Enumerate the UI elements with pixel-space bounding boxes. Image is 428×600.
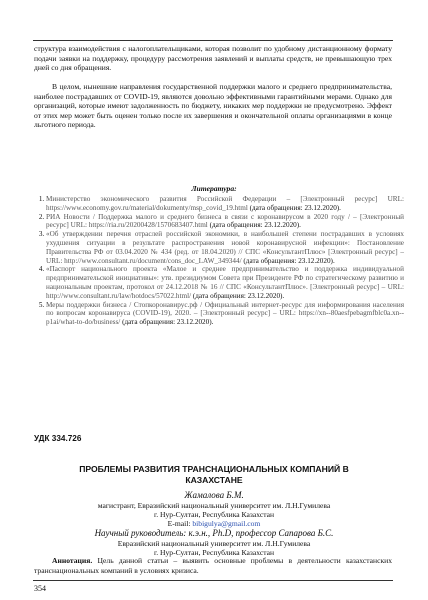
abstract-text: Цель данной статьи – выявить основные проблемы в деятельности казахстанских транснациональных компаний в условиях кризиса. [34, 556, 392, 575]
references-list [34, 195, 404, 327]
reference-item [46, 213, 404, 231]
reference-date: (дата обращения: 23.12.2020). [191, 291, 285, 300]
author-position: магистрант, Евразийский национальный университет им. Л.Н.Гумилева [97, 501, 331, 510]
article-title [0, 464, 428, 486]
email-label: E-mail: [167, 519, 193, 528]
body-paragraph: В целом, нынешние направления государственной поддержки малого и среднего предпринимательства, наиболее пострадавших от COVID-19, являются довольно эффективными гарантийными мерами. Однако для организаций, которые имеют задолженность по бюджету, никаких мер поддержки не предусмотрено. Эффект от этих мер может быть оценен только после их завершения и окончательной оплаты организациями в конце льготного периода. [34, 82, 392, 129]
references-title: Литература: [191, 184, 237, 193]
top-divider [33, 40, 393, 41]
article-title-line: КАЗАХСТАНЕ [185, 475, 243, 485]
article-title-line: ПРОБЛЕМЫ РАЗВИТИЯ ТРАНСНАЦИОНАЛЬНЫХ КОМПАНИЙ В [79, 464, 349, 474]
abstract-label: Аннотация. [52, 556, 93, 565]
supervisor-city: г. Нур-Султан, Республика Казахстан [153, 548, 275, 557]
supervisor-affiliation: Евразийский национальный университет им. Л.Н.Гумилева [117, 539, 311, 548]
author-name: Жамалова Б.М. [184, 490, 244, 500]
reference-item [46, 265, 404, 300]
udk-code: УДК 334.726 [34, 434, 82, 443]
reference-text: Меры поддержки бизнеса / Стопкоронавирус.рф / Официальный интернет-ресурс для информирования населения по вопросам коронавируса (COVID-19), 2020. – [Электронный ресурс] – URL: https://xn--80aesfpebagmfblc0a.xn--p1ai/what-to-do/business/ [46, 300, 404, 327]
author-city: г. Нур-Султан, Республика Казахстан [153, 510, 275, 519]
reference-date: (дата обращения: 23.12.2020). [241, 256, 335, 265]
reference-text: РИА Новости / Поддержка малого и среднего бизнеса в связи с коронавирусом в 2020 году / – [Электронный ресурс] URL: https://ria.ru/20200428/1570683407.html [46, 212, 404, 230]
reference-item [46, 230, 404, 265]
reference-date: (дата обращения: 23.12.2020). [247, 203, 341, 212]
reference-date: (дата обращения: 23.12.2020). [120, 318, 214, 327]
reference-text: «Паспорт национального проекта «Малое и среднее предпринимательство и поддержка индивидуальной предпринимательской инициативы»: утв. президиумом Совета при Президенте РФ по стратегическому развитию и национальным проектам, протокол от 24.12.2018 № 16 // СПС «КонсультантПлюс». [Электронный ресурс] – URL: http://www.consultant.ru/law/hotdocs/57022.html/ [46, 265, 404, 300]
reference-text: Министерство экономического развития Российской Федерации – [Электронный ресурс] URL: https://www.economy.gov.ru/material/dokumenty/msp_covid_19.html [46, 195, 404, 212]
reference-item [46, 195, 404, 213]
reference-item [46, 301, 404, 327]
supervisor-name: Научный руководитель: к.э.н., Ph.D, профессор Сапарова Б.С. [94, 528, 334, 538]
bottom-divider [33, 580, 393, 581]
reference-date: (дата обращения: 23.12.2020). [207, 221, 301, 230]
page-number: 354 [34, 584, 46, 593]
abstract [34, 556, 392, 575]
reference-text: «Об утверждении перечня отраслей российской экономики, в наибольшей степени пострадавших в условиях ухудшения ситуации в результате распространения новой коронавирусной инфекции»: Постановление Правительства РФ от 03.04.2020 № 434 (ред. от 18.04.2020) // СПС «КонсультантПлюс» [Электронный ресурс] – URL: http://www.consultant.ru/document/cons_doc_LAW_349344/ [46, 230, 404, 265]
body-paragraph: структура взаимодействия с налогоплательщиками, которая позволит по удобному дистанционному формату подачи заявки на поддержку, процедуру рассмотрения заявлений и выплаты средств, не превышающую трех дней со дня обращения. [34, 44, 392, 72]
email-link[interactable]: bibigulya@gmail.com [192, 519, 261, 528]
